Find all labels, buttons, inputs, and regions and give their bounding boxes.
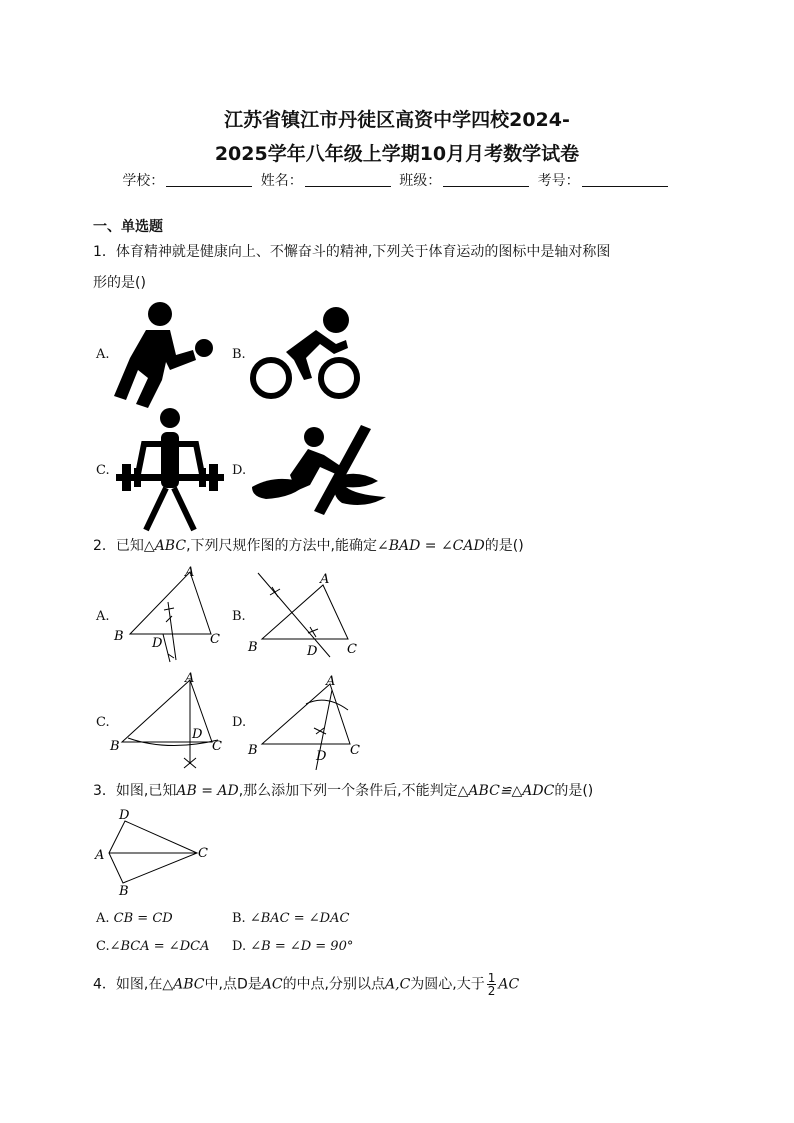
q3-option-d-text: ∠B = ∠D = 90°: [250, 939, 354, 954]
q3-figure: [93, 805, 223, 900]
q2b-point-a: A: [320, 572, 330, 587]
q2c-point-b: B: [110, 739, 120, 754]
q4-text: [93, 972, 519, 997]
q2a-point-b: B: [114, 629, 124, 644]
q3-option-a-label: A.: [96, 911, 110, 926]
q2c-point-d: D: [192, 727, 203, 742]
q1-option-b-label: B.: [232, 347, 246, 362]
q3-prefix: 3．如图,已知: [93, 783, 177, 799]
q2-figure-c: [108, 668, 228, 773]
q2a-point-d: D: [152, 636, 163, 651]
q2-option-d-label: D.: [232, 715, 247, 730]
name-blank[interactable]: [305, 172, 391, 187]
q3-option-a-text: CB = CD: [113, 911, 173, 926]
section-title: 一、单选题: [93, 219, 163, 235]
q1-text-line-2: 形的是(): [93, 275, 146, 291]
q2-suffix: 的是(): [484, 538, 524, 554]
q2d-point-b: B: [248, 743, 258, 758]
q4-mid3: 为圆心,大于: [410, 976, 485, 993]
q4-tail: AC: [498, 976, 520, 993]
q3-congruence: △ABC≌△ADC: [457, 783, 555, 799]
kayaking-icon: [246, 415, 391, 525]
q3-option-d: [232, 939, 353, 954]
q3-option-b-label: B.: [232, 911, 246, 926]
q3-point-c: C: [198, 846, 208, 861]
class-blank[interactable]: [443, 172, 529, 187]
q2-text: [93, 535, 524, 555]
q3-point-a: A: [95, 848, 105, 863]
q3-suffix: 的是(): [554, 783, 594, 799]
q4-fraction: [487, 972, 497, 997]
q4-points: A,C: [385, 976, 411, 993]
q3-point-b: B: [119, 884, 129, 899]
cycling-icon: [246, 300, 366, 405]
exam-number-label: 考号：: [537, 173, 580, 189]
q3-option-c-label: C.: [96, 939, 110, 954]
q3-point-d: D: [119, 808, 130, 823]
q1-option-a-label: A.: [96, 347, 110, 362]
exam-number-blank[interactable]: [582, 172, 668, 187]
q1-text-line-1: 1．体育精神就是健康向上、不懈奋斗的精神,下列关于体育运动的图标中是轴对称图: [93, 244, 611, 260]
q2-prefix: 2．已知: [93, 538, 144, 554]
q2-angles: ∠BAD = ∠CAD: [376, 538, 485, 554]
q2-option-c-label: C.: [96, 715, 110, 730]
q4-frac-num: 1: [487, 971, 496, 985]
q4-frac-den: 2: [487, 984, 496, 998]
q2d-point-a: A: [326, 674, 336, 689]
q2-option-a-label: A.: [96, 609, 110, 624]
q1-option-d-label: D.: [232, 463, 247, 478]
q3-option-c: [96, 939, 209, 954]
q2a-point-a: A: [185, 565, 195, 580]
student-info-row: [0, 170, 794, 190]
q3-given: AB = AD: [176, 783, 239, 799]
q2-option-b-label: B.: [232, 609, 246, 624]
q3-option-d-label: D.: [232, 939, 247, 954]
q2a-point-c: C: [210, 632, 220, 647]
q2c-point-c: C: [212, 739, 222, 754]
volleyball-icon: [108, 300, 218, 410]
q2b-point-b: B: [248, 640, 258, 655]
class-label: 班级：: [399, 173, 442, 189]
q2b-point-d: D: [307, 644, 318, 659]
q4-mid2: 的中点,分别以点: [282, 976, 386, 993]
q2-mid: ,下列尺规作图的方法中,能确定: [186, 538, 377, 554]
q3-option-a: [96, 911, 173, 926]
q3-option-c-text: ∠BCA = ∠DCA: [109, 939, 210, 954]
q2-figure-d: [246, 670, 371, 770]
q2c-point-a: A: [185, 671, 195, 686]
q4-segment: AC: [261, 976, 283, 993]
name-label: 姓名：: [260, 173, 303, 189]
q4-mid1: 中,点D是: [204, 976, 262, 993]
school-label: 学校：: [122, 173, 165, 189]
q2d-point-c: C: [350, 743, 360, 758]
q4-prefix: 4．如图,在: [93, 976, 163, 993]
title-line-1: 江苏省镇江市丹徒区高资中学四校2024-: [224, 109, 570, 131]
school-blank[interactable]: [166, 172, 252, 187]
q2-figure-a: [108, 560, 228, 670]
weightlifting-icon: [108, 408, 226, 533]
q1-option-c-label: C.: [96, 463, 110, 478]
q3-text: [93, 780, 593, 800]
q3-option-b-text: ∠BAC = ∠DAC: [249, 911, 350, 926]
q2d-point-d: D: [316, 749, 327, 764]
q3-mid: ,那么添加下列一个条件后,不能判定: [238, 783, 458, 799]
q4-triangle: △ABC: [162, 976, 205, 993]
title-line-2: 2025学年八年级上学期10月月考数学试卷: [214, 143, 580, 165]
q2-triangle: △ABC: [143, 538, 187, 554]
q3-option-b: [232, 911, 349, 926]
q2b-point-c: C: [347, 642, 357, 657]
q2-figure-b: [246, 565, 371, 665]
